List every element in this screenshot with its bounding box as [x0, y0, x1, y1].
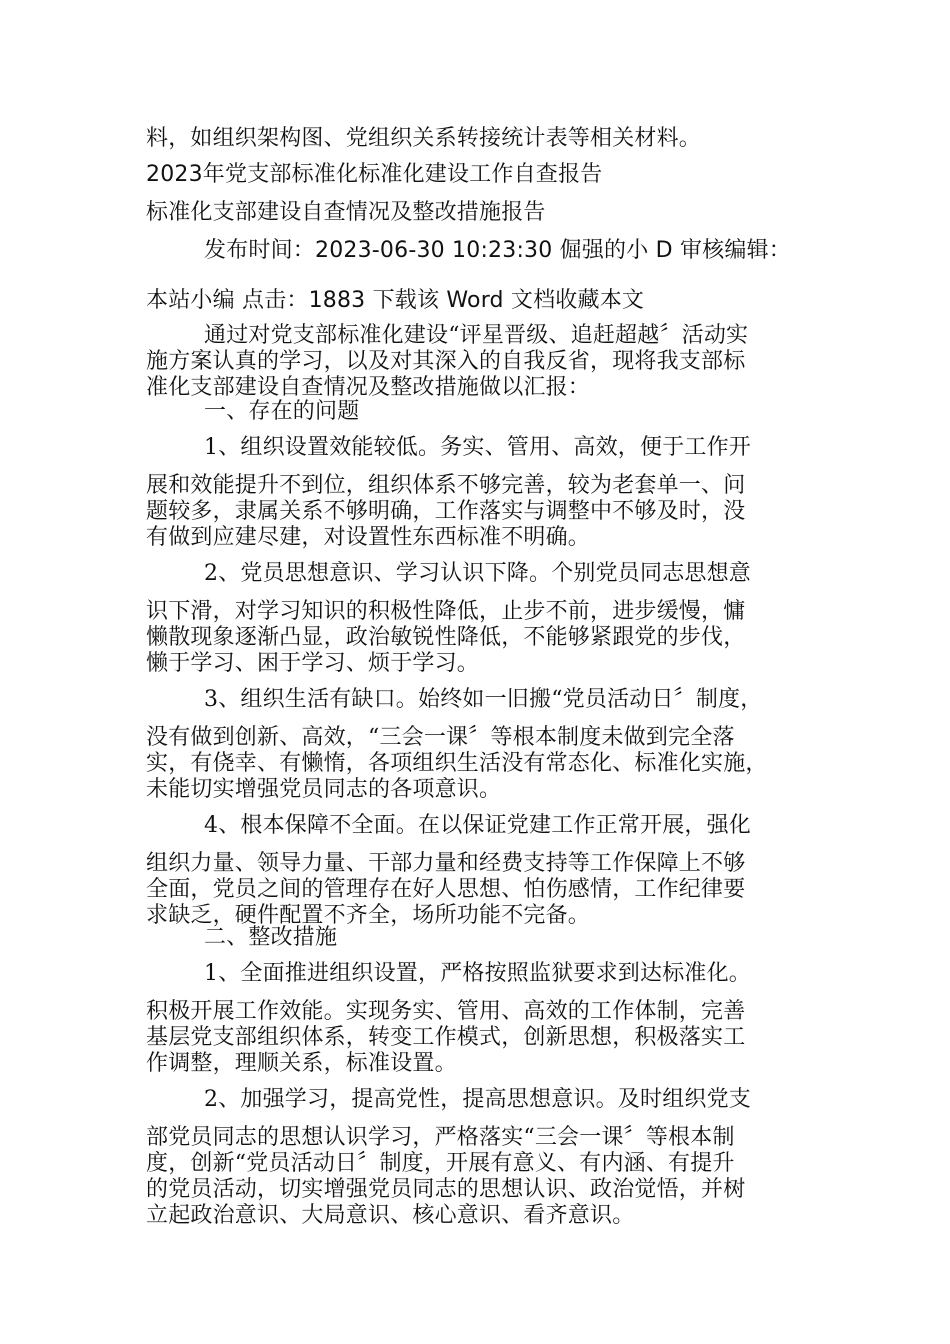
text-line: 立起政治意识、大局意识、核心意识、看齐意识。 — [146, 1203, 635, 1228]
text-line: 作调整，理顺关系，标准设置。 — [146, 1051, 457, 1076]
text-line: 实，有侥幸、有懒惰，各项组织生活没有常态化、标准化实施， — [146, 751, 768, 776]
section-heading: 二、整改措施 — [204, 925, 338, 950]
text-line: 2、党员思想意识、学习认识下降。个别党员同志思想意 — [204, 561, 751, 586]
text-line: 懒于学习、困于学习、烦于学习。 — [146, 651, 480, 676]
text-line: 组织力量、领导力量、干部力量和经费支持等工作保障上不够 — [146, 851, 746, 876]
text-line: 基层党支部组织体系，转变工作模式，创新思想，积极落实工 — [146, 1025, 746, 1050]
text-line: 料，如组织架构图、党组织关系转接统计表等相关材料。 — [146, 126, 702, 151]
text-line: 的党员活动，切实增强党员同志的思想认识、政治觉悟，并树 — [146, 1177, 746, 1202]
report-title-1: 2023年党支部标准化标准化建设工作自查报告 — [146, 162, 603, 187]
text-line: 全面，党员之间的管理存在好人思想、怕伤感情，工作纪律要 — [146, 877, 746, 902]
page-meta: 本站小编 点击：1883 下载该 Word 文档收藏本文 — [146, 288, 645, 313]
text-line: 展和效能提升不到位，组织体系不够完善，较为老套单一、问 — [146, 473, 746, 498]
publish-info: 发布时间：2023-06-30 10:23:30 倔强的小 D 审核编辑： — [204, 238, 791, 263]
text-line: 通过对党支部标准化建设“评星晋级、追赶超越〞活动实 — [204, 323, 749, 348]
text-line: 4、根本保障不全面。在以保证党建工作正常开展，强化 — [204, 813, 751, 838]
report-title-2: 标准化支部建设自查情况及整改措施报告 — [146, 200, 546, 225]
text-line: 施方案认真的学习，以及对其深入的自我反省，现将我支部标 — [146, 349, 746, 374]
section-heading: 一、存在的问题 — [204, 399, 360, 424]
text-line: 部党员同志的思想认识学习，严格落实“三会一课〞等根本制 — [146, 1125, 735, 1150]
text-line: 求缺乏，硬件配置不齐全，场所功能不完备。 — [146, 903, 591, 928]
text-line: 度，创新“党员活动日〞制度，开展有意义、有内涵、有提升 — [146, 1151, 735, 1176]
text-line: 3、组织生活有缺口。始终如一旧搬“党员活动日〞制度， — [204, 687, 763, 712]
text-line: 未能切实增强党员同志的各项意识。 — [146, 777, 502, 802]
text-line: 1、组织设置效能较低。务实、管用、高效，便于工作开 — [204, 435, 751, 460]
text-line: 准化支部建设自查情况及整改措施做以汇报： — [146, 375, 591, 400]
text-line: 2、加强学习，提高党性，提高思想意识。及时组织党支 — [204, 1087, 751, 1112]
text-line: 识下滑，对学习知识的积极性降低，止步不前，进步缓慢，慵 — [146, 599, 746, 624]
text-line: 1、全面推进组织设置，严格按照监狱要求到达标准化。 — [204, 961, 751, 986]
text-line: 没有做到创新、高效，“三会一课〞等根本制度未做到完全落 — [146, 725, 735, 750]
text-line: 有做到应建尽建，对设置性东西标准不明确。 — [146, 525, 591, 550]
text-line: 题较多，隶属关系不够明确，工作落实与调整中不够及时，没 — [146, 499, 746, 524]
text-line: 积极开展工作效能。实现务实、管用、高效的工作体制，完善 — [146, 999, 746, 1024]
text-line: 懒散现象逐渐凸显，政治敏锐性降低，不能够紧跟党的步伐， — [146, 625, 746, 650]
